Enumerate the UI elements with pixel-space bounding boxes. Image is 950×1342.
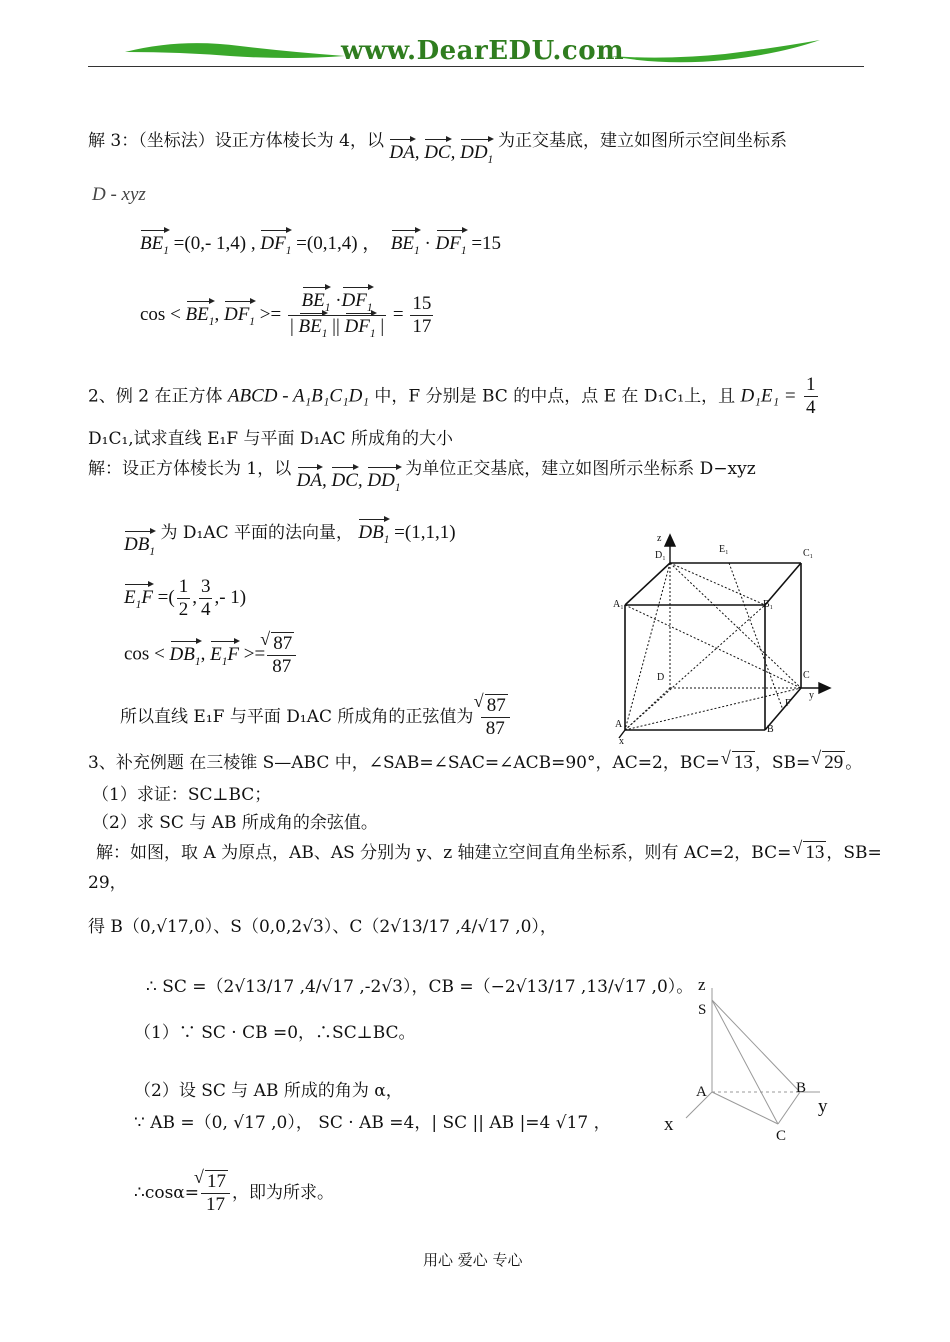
ex3-title: 3、补充例题 在三棱锥 S—ABC 中，∠SAB=∠SAC=∠ACB=90°，AC=2，BC=√ 13 ，SB=√ 29 。	[88, 748, 862, 774]
ex3-points: 得 B（0,√17,0）、S（0,0,2√3）、C（2√13/17 ,4/√17 ,0），	[88, 917, 557, 937]
y-arrow	[819, 683, 830, 693]
label-f: F	[785, 698, 791, 709]
ex3-q2: （2）求 SC 与 AB 所成角的余弦值。	[92, 813, 378, 833]
pyramid-figure	[660, 970, 840, 1150]
label-z: z	[698, 975, 706, 994]
ex3-solution: 解：如图，取 A 为原点，AB、AS 分别为 y、z 轴建立空间直角坐标系，则有 AC=2，BC=√ 13 ，SB=	[96, 838, 882, 864]
edge-sc	[712, 1000, 778, 1124]
label-c: C	[776, 1128, 787, 1144]
diag-line	[625, 605, 765, 730]
cube-figure	[605, 530, 845, 745]
label-s: S	[698, 1002, 707, 1018]
ex3-p2: （2）设 SC 与 AB 所成的角为 α，	[134, 1081, 403, 1101]
method3-cos: $\cos < BE_1$, $DF_1$ >= $\frac{BE_1 \cdot DF_1}{| BE_1 || DF_1 |}$ = $\frac{15}{17}$	[140, 290, 432, 340]
label-b: B	[796, 1080, 807, 1096]
label-b: B	[767, 724, 774, 735]
coord-system: D - xyz	[92, 184, 146, 205]
label-x: x	[619, 736, 624, 745]
label-c: C	[803, 670, 810, 681]
label-d: D	[657, 672, 665, 683]
edge-sb	[712, 1000, 800, 1092]
label-z: z	[657, 533, 662, 544]
label-y: y	[818, 1096, 828, 1117]
label-a1: A₁	[613, 599, 624, 610]
basis-vectors: DA, DC, $DD_1$	[389, 142, 494, 166]
header-swoosh-left	[120, 30, 350, 70]
ex2-conclusion: 所以直线 E₁F 与平面 D₁AC 所成角的正弦值为 √ $\frac{87}{87}$	[120, 694, 512, 741]
diag-line	[670, 563, 801, 688]
ex2-solution: 解：设正方体棱长为 1，以 DA, DC, $DD_1$ 为单位正交基底，建立如图所示坐标系 D−xyz	[88, 459, 756, 494]
label-d1: D₁	[655, 550, 666, 561]
label-a: A	[615, 719, 623, 730]
diag-line	[625, 688, 801, 730]
ex2-cos: $\cos < DB_1$, $E_1F$ >= √ $\frac{87}{87}$	[124, 632, 298, 679]
ex3-q1: （1）求证：SC⊥BC；	[92, 785, 272, 805]
method3-intro: 解 3：（坐标法）设正方体棱长为 4，以 DA, DC, $DD_1$ 为正交基底，建立如图所示空间坐标系	[88, 131, 787, 166]
header-rule	[88, 66, 864, 67]
ex3-29: 29，	[88, 873, 127, 893]
label-c1: C₁	[803, 548, 814, 559]
label-a: A	[696, 1084, 707, 1100]
label-e1: E₁	[719, 544, 729, 555]
diag-line	[625, 563, 670, 730]
label-x: x	[664, 1114, 674, 1135]
ex3-sc-cb: ∴ SC =（2√13/17 ,4/√17 ,-2√3），CB =（−2√13/17 ,13/√17 ,0）。	[146, 977, 694, 997]
page-footer: 用心 爱心 专心	[423, 1251, 523, 1269]
diag-line	[625, 605, 801, 688]
label-b1: B₁	[763, 599, 774, 610]
ex3-p2b: ∵ AB =（0, √17 ,0）， SC · AB =4，| SC || AB |=4 √17 ，	[134, 1113, 611, 1133]
label-y: y	[809, 690, 814, 701]
header-swoosh-right	[605, 30, 825, 70]
edge-ac	[712, 1092, 778, 1124]
ex2-title: 2、例 2 在正方体 ABCD - A₁B₁C₁D₁ 中，F 分别是 BC 的中点，点 E 在 D₁C₁上，且 D₁E₁ = $\frac{1}{4}$	[88, 374, 816, 418]
ex2-e1f: $E_1F$ =( $\frac{1}{2}$ , $\frac{3}{4}$ ,- 1)	[124, 576, 247, 620]
z-arrow	[665, 535, 675, 546]
cube-edge	[625, 563, 670, 605]
method3-vectors: $BE_1 =(0,-$ 1,4) , $DF_1 =(0,1,4)$ ， $BE_1 \cdot DF_1 =15$	[140, 233, 502, 257]
ex3-cos: ∴cosα= √ $\frac{17}{17}$ ，即为所求。	[134, 1170, 334, 1217]
ex2-normal: $DB_1$ 为 D₁AC 平面的法向量， $DB_1 =(1,1,1)$	[124, 522, 456, 558]
edge-bc	[778, 1092, 800, 1124]
ex3-p1: （1）∵ SC · CB =0，∴SC⊥BC。	[134, 1023, 416, 1043]
diag-line	[670, 563, 765, 605]
site-logo[interactable]: www.DearEDU.com	[341, 36, 625, 66]
ex2-line2: D₁C₁,试求直线 E₁F 与平面 D₁AC 所成角的大小	[88, 429, 454, 449]
